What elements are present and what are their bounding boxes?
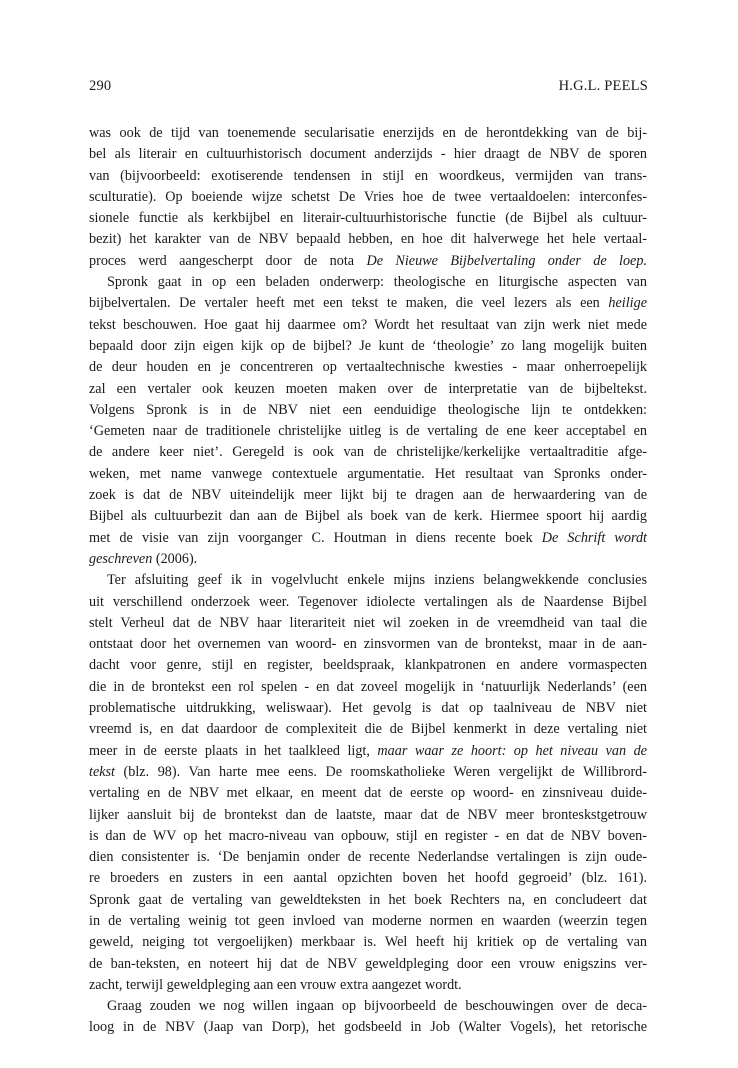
text-run: de andere keer niet’. Geregeld is ook van de christelijke/kerkelijke vertaaltraditie afge- <box>89 444 647 461</box>
text-line <box>89 592 647 613</box>
text-run: de ban-teksten, en noteert hij dat de NBV geweldpleging door een vrouw enigszins ver- <box>89 955 647 972</box>
text-run: zacht, terwijl geweldpleging aan een vrouw extra aangezet wordt. <box>89 976 462 993</box>
text-line <box>89 868 647 889</box>
text-line <box>89 123 647 144</box>
text-run: ontstaat door het overnemen van woord- en zinsvormen van de brontekst, maar in de aan- <box>89 636 647 653</box>
text-line <box>89 549 647 570</box>
text-run: is dan de WV op het macro-niveau van opbouw, stijl en register - en dat de NBV boven- <box>89 827 647 844</box>
text-line <box>89 613 647 634</box>
text-run: proces werd aangescherpt door de nota <box>89 252 367 269</box>
italic-text: De Schrift wordt <box>541 529 648 546</box>
text-line <box>89 336 647 357</box>
text-run: vertaling en de NBV met elkaar, en meent dat de eerste op woord- en zinsniveau duide- <box>89 785 647 802</box>
text-line <box>89 272 647 293</box>
text-line <box>89 996 647 1017</box>
text-run: zoek is dat de NBV uiteindelijk meer lijkt bij te dragen aan de herwaardering van de <box>89 487 647 504</box>
text-line <box>89 464 647 485</box>
text-run: Spronk gaat in op een beladen onderwerp: theologische en liturgische aspecten van <box>107 274 647 291</box>
text-run: bezit) het karakter van de NBV bepaald hebben, en hoe dit halverwege het hele vertaal- <box>89 231 647 248</box>
text-run: dacht voor genre, stijl en register, beeldspraak, klankpatronen en andere vormaspecten <box>89 657 647 674</box>
text-run: zal een vertaler ook keuzen moeten maken over de interpretatie van de bijbeltekst. <box>89 380 647 397</box>
text-run: ‘Gemeten naar de traditionele christelijke uitleg is de vertaling de ene keer acceptabel en <box>89 423 647 440</box>
text-run: vreemd is, en dat daardoor de complexiteit die de Bijbel kenmerkt in deze vertaling niet <box>89 721 647 738</box>
text-line <box>89 911 647 932</box>
text-line <box>89 229 647 250</box>
text-line <box>89 932 647 953</box>
text-run: problematische uitdrukking, weliswaar). Het gevolg is dat op taalniveau de NBV niet <box>89 700 647 717</box>
text-run: Spronk gaat de vertaling van geweldteksten in het boek Rechters na, en concludeert dat <box>89 891 647 908</box>
text-run: was ook de tijd van toenemende secularisatie enerzijds en de herontdekking van de bij- <box>89 125 647 141</box>
text-run: Ter afsluiting geef ik in vogelvlucht enkele mijns inziens belangwekkende conclusies <box>107 572 647 589</box>
paragraph <box>89 123 647 272</box>
running-header <box>89 78 648 95</box>
text-line <box>89 805 647 826</box>
text-line <box>89 762 647 783</box>
text-run: de deur houden en je concentreren op vertaaltechnische kwesties - maar onherroepelijk <box>89 359 647 376</box>
text-run: dien consistenter is. ‘De benjamin onder de recente Nederlandse vertalingen is zijn oude- <box>89 849 647 866</box>
text-run: sionele functie als kerkbijbel en literair-cultuurhistorische functie (de Bijbel als cultuur- <box>89 210 647 227</box>
paragraph <box>89 996 647 1039</box>
italic-text: maar waar ze hoort: op het niveau van de <box>377 742 647 759</box>
text-line <box>89 677 647 698</box>
text-line <box>89 187 647 208</box>
text-line <box>89 379 647 400</box>
text-line <box>89 208 647 229</box>
text-run: (2006). <box>152 550 198 567</box>
text-run: meer in de eerste plaats in het taalkleed ligt, <box>89 742 378 759</box>
text-run: lijker aansluit bij de brontekst dan de laatste, maar dat de NBV meer bronteskstgetrouw <box>89 806 647 823</box>
text-run: stelt Verheul dat de NBV haar literariteit niet wil zoeken in de vreemdheid van taal die <box>89 614 647 631</box>
text-run: van (bijvoorbeeld: exotiserende tendensen in stijl en woordkeus, vermijden van trans- <box>89 167 647 184</box>
text-run: met de visie van zijn voorganger C. Houtman in diens recente boek <box>89 529 542 546</box>
text-line <box>89 166 647 187</box>
text-line <box>89 400 647 421</box>
body-text <box>89 123 647 1039</box>
text-run: re broeders en zusters in een aantal opzichten boven het hoofd gegroeid’ (blz. 161). <box>89 870 647 887</box>
text-line <box>89 315 647 336</box>
text-line <box>89 954 647 975</box>
text-run: sculturatie). Op boeiende wijze schetst De Vries hoe de twee vertaaldoelen: interconfes- <box>89 188 647 205</box>
text-run: geweld, neiging tot vergoelijken) merkbaar is. Wel heeft hij kritiek op de vertaling van <box>89 934 647 951</box>
text-line <box>89 890 647 911</box>
italic-text: geschreven <box>89 550 153 567</box>
text-line <box>89 421 647 442</box>
italic-text: tekst <box>89 763 115 780</box>
text-line <box>89 485 647 506</box>
paragraph <box>89 272 647 570</box>
text-line <box>89 251 647 272</box>
text-run: uit verschillend onderzoek weer. Tegenover idiolecte vertalingen als de Naardense Bijbel <box>89 593 647 610</box>
text-run: Bijbel als cultuurbezit dan aan de Bijbel als boek van de kerk. Hiermee spoort hij aardig <box>89 508 647 525</box>
text-run: loog in de NBV (Jaap van Dorp), het godsbeeld in Job (Walter Vogels), het retorische <box>89 1019 647 1036</box>
italic-text: heilige <box>608 295 647 312</box>
italic-text: De Nieuwe Bijbelvertaling onder de loep. <box>366 252 647 269</box>
text-line <box>89 357 647 378</box>
text-line <box>89 783 647 804</box>
text-line <box>89 570 647 591</box>
text-run: tekst beschouwen. Hoe gaat hij daarmee om? Wordt het resultaat van zijn werk niet mede <box>89 316 647 333</box>
text-line <box>89 719 647 740</box>
text-line <box>89 826 647 847</box>
text-run: Graag zouden we nog willen ingaan op bijvoorbeeld de beschouwingen over de deca- <box>107 998 647 1015</box>
text-line <box>89 442 647 463</box>
text-line <box>89 741 647 762</box>
text-run: bepaald door zijn eigen kijk op de bijbel? Je kunt de ‘theologie’ zo lang mogelijk buiten <box>89 337 647 354</box>
text-line <box>89 144 647 165</box>
text-line <box>89 634 647 655</box>
text-run: weken, met name vanwege contextuele argumentatie. Het resultaat van Spronks onder- <box>89 465 647 482</box>
text-line <box>89 506 647 527</box>
text-run: die in de brontekst een rol spelen - en dat zoveel mogelijk in ‘natuurlijk Nederlands’ (een <box>89 678 647 695</box>
text-line <box>89 847 647 868</box>
text-run: Volgens Spronk is in de NBV niet een eenduidige theologische lijn te ontdekken: <box>89 401 647 418</box>
running-head-author: H.G.L. PEELS <box>558 78 648 94</box>
paragraph <box>89 570 647 996</box>
text-line <box>89 528 647 549</box>
page-number: 290 <box>89 78 112 94</box>
text-run: in de vertaling weinig tot geen invloed van moderne normen en waarden (weerzin tegen <box>89 912 647 929</box>
text-line <box>89 293 647 314</box>
text-run: (blz. 98). Van harte mee eens. De roomskatholieke Weren vergelijkt de Willibrord- <box>115 763 647 780</box>
text-line <box>89 975 647 996</box>
text-run: bijbelvertalen. De vertaler heeft met een tekst te maken, die veel lezers als een <box>89 295 609 312</box>
text-line <box>89 1017 647 1038</box>
text-line <box>89 655 647 676</box>
text-run: bel als literair en cultuurhistorisch document anderzijds - hier draagt de NBV de sporen <box>89 146 647 163</box>
text-line <box>89 698 647 719</box>
